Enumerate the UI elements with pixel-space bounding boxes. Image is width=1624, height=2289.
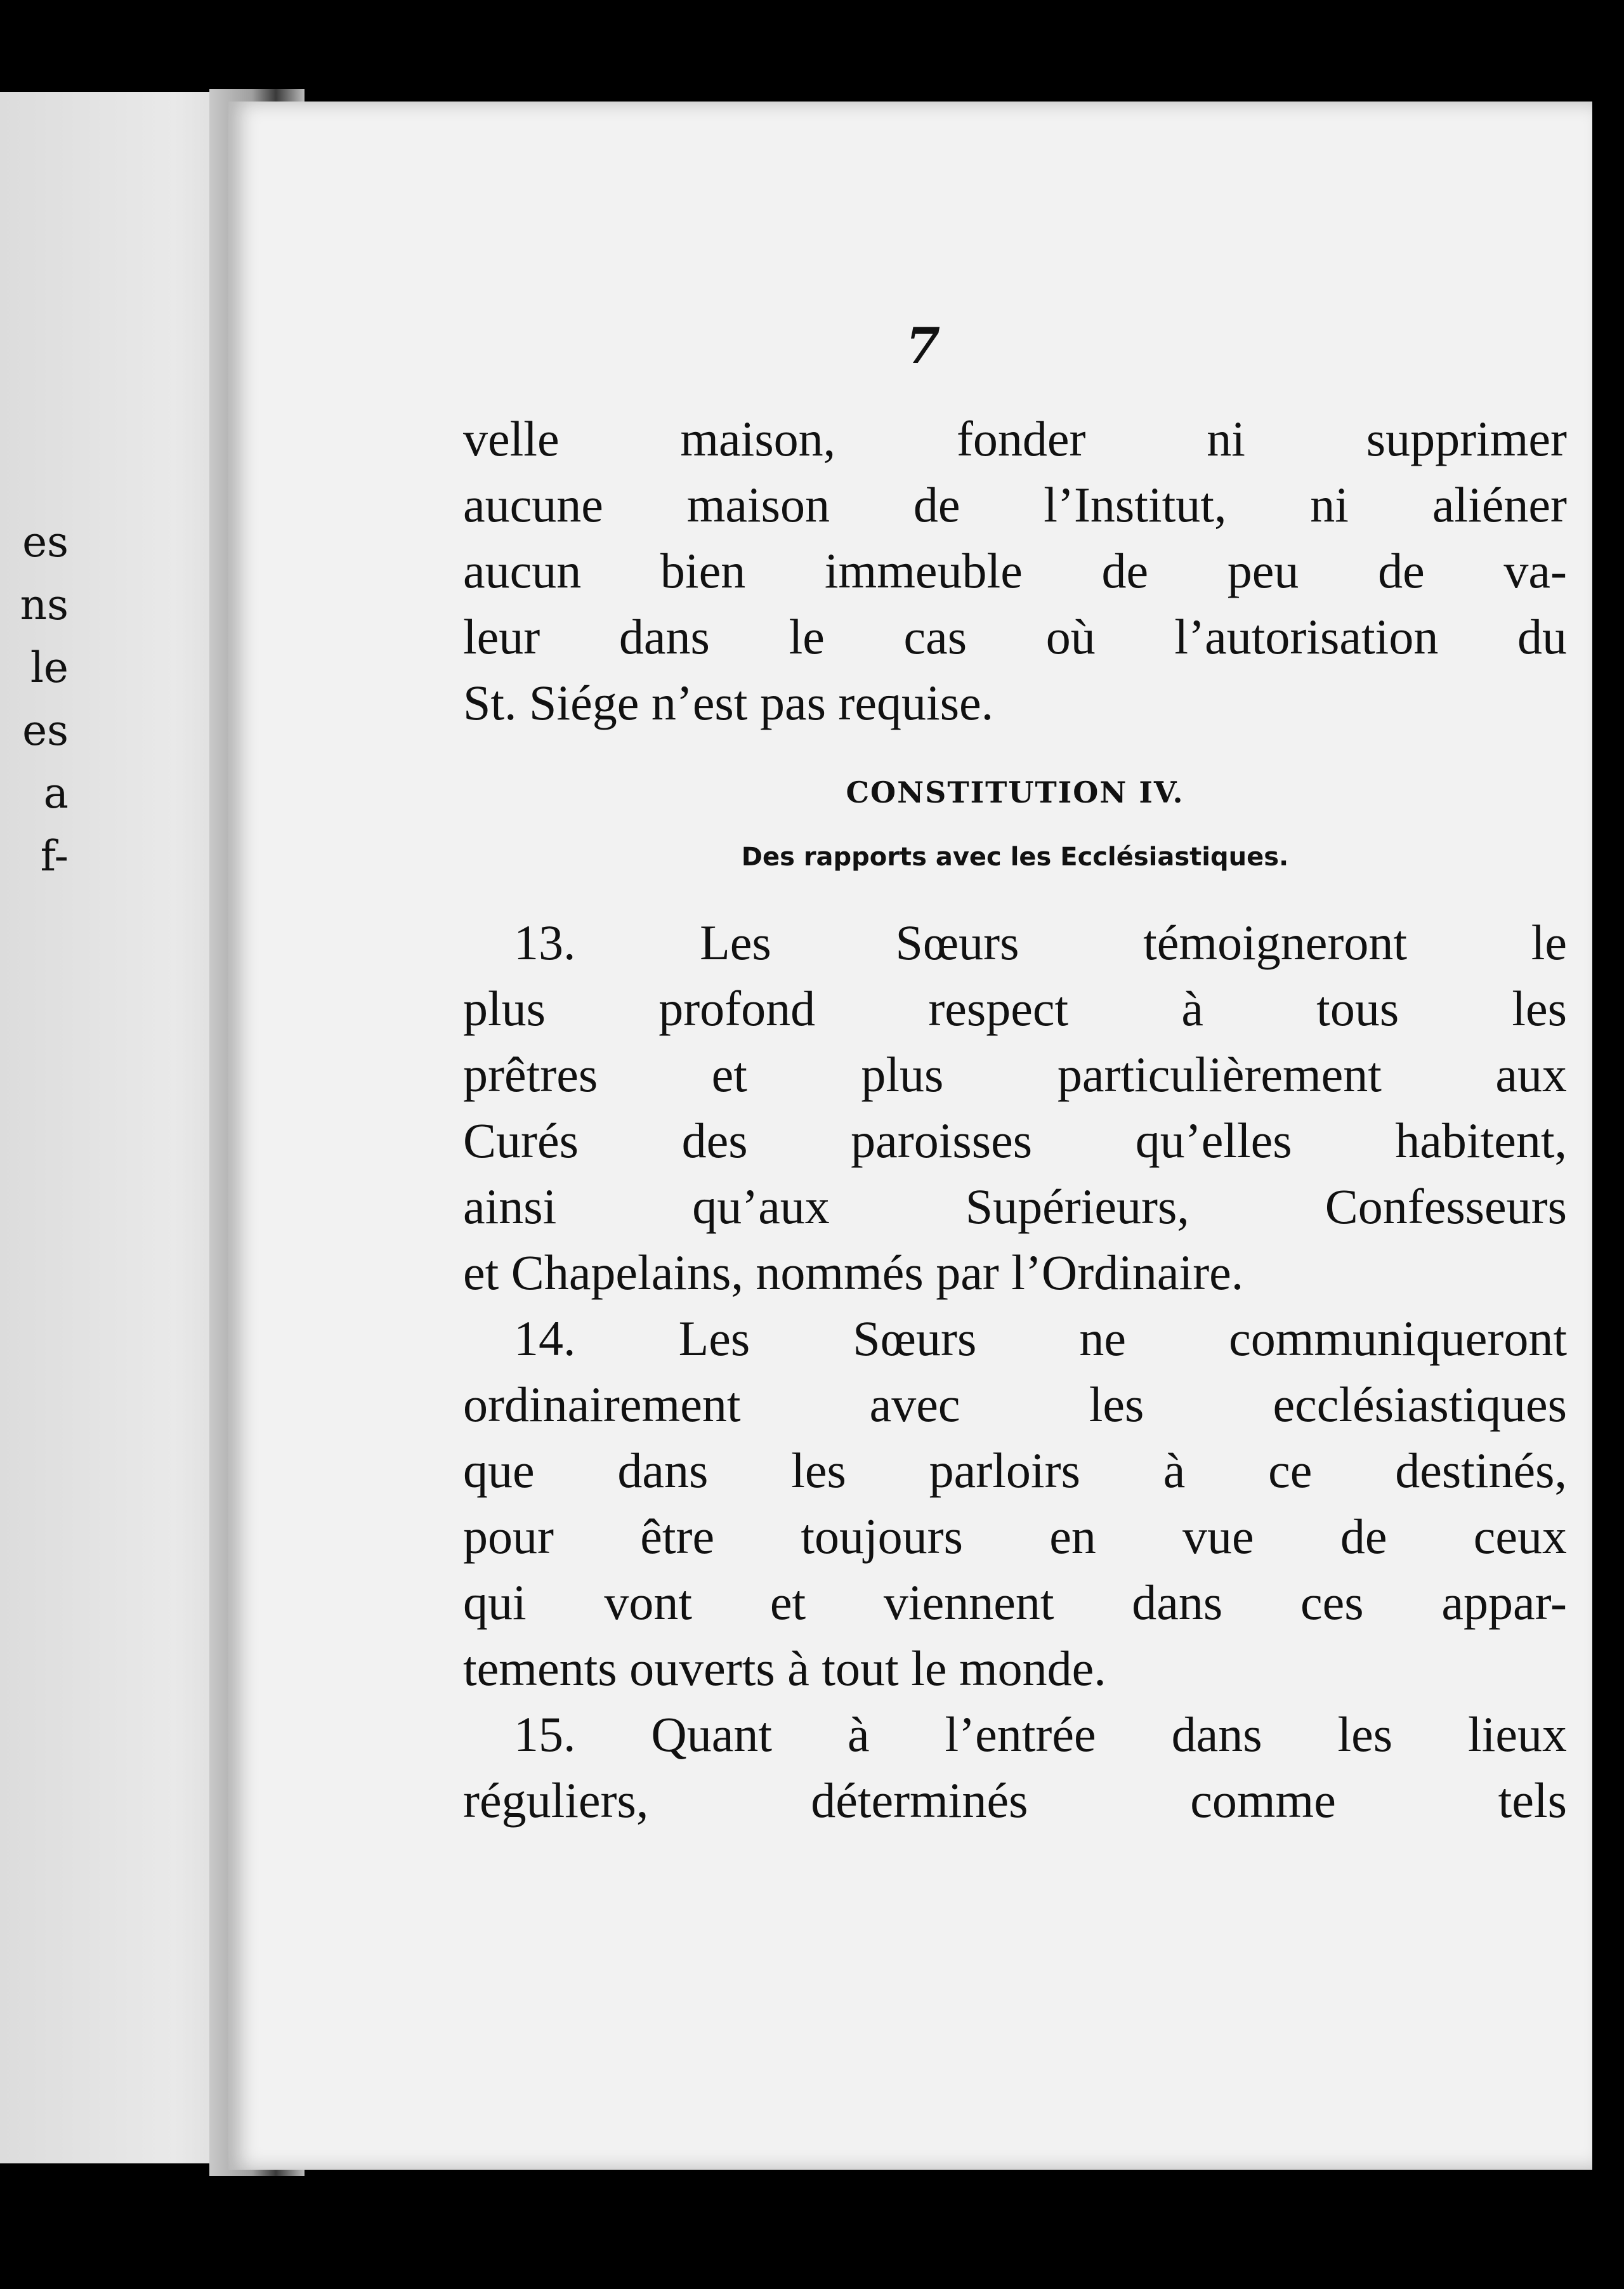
section-subheading: Des rapports avec les Ecclésiastiques. bbox=[741, 843, 1289, 872]
text-line: velle maison, fonder ni supprimer bbox=[463, 411, 1567, 466]
text-line: tements ouverts à tout le monde. bbox=[463, 1641, 1106, 1696]
section-heading: CONSTITUTION IV. bbox=[846, 775, 1184, 810]
text-line: ordinairement avec les ecclésiastiques bbox=[463, 1377, 1567, 1432]
text-line: aucun bien immeuble de peu de va- bbox=[463, 543, 1567, 598]
text-line: et Chapelains, nommés par l’Ordinaire. bbox=[463, 1245, 1244, 1300]
page-number: 7 bbox=[905, 317, 941, 375]
text-line: prêtres et plus particulièrement aux bbox=[463, 1047, 1567, 1102]
article-15 bbox=[463, 1702, 1567, 1833]
opening-paragraph bbox=[463, 406, 1567, 736]
text-line: leur dans le cas où l’autorisation du bbox=[463, 609, 1567, 664]
fragment-line: le bbox=[30, 643, 69, 692]
text-line: qui vont et viennent dans ces appar- bbox=[463, 1575, 1567, 1630]
fragment-line: f- bbox=[40, 832, 69, 881]
book-page bbox=[228, 102, 1592, 2170]
page-text bbox=[463, 406, 1567, 1833]
article-13 bbox=[463, 910, 1567, 1306]
text-line: réguliers, déterminés comme tels bbox=[463, 1773, 1567, 1828]
text-line: 14. Les Sœurs ne communiqueront bbox=[514, 1311, 1567, 1366]
text-line: aucune maison de l’Institut, ni aliéner bbox=[463, 477, 1567, 532]
previous-page-text-fragments bbox=[0, 511, 76, 888]
article-14 bbox=[463, 1306, 1567, 1702]
text-line: 13. Les Sœurs témoigneront le bbox=[514, 915, 1567, 970]
fragment-line: a bbox=[43, 769, 69, 818]
text-line: ainsi qu’aux Supérieurs, Confesseurs bbox=[463, 1179, 1567, 1234]
text-line: 15. Quant à l’entrée dans les lieux bbox=[514, 1707, 1567, 1762]
text-line: que dans les parloirs à ce destinés, bbox=[463, 1443, 1567, 1498]
text-line: pour être toujours en vue de ceux bbox=[463, 1509, 1567, 1564]
text-line: St. Siége n’est pas requise. bbox=[463, 675, 994, 730]
fragment-line: ns bbox=[20, 580, 69, 629]
fragment-line: es bbox=[22, 518, 69, 567]
text-line: plus profond respect à tous les bbox=[463, 981, 1567, 1036]
text-line: Curés des paroisses qu’elles habitent, bbox=[463, 1113, 1567, 1168]
fragment-line: es bbox=[22, 706, 69, 755]
